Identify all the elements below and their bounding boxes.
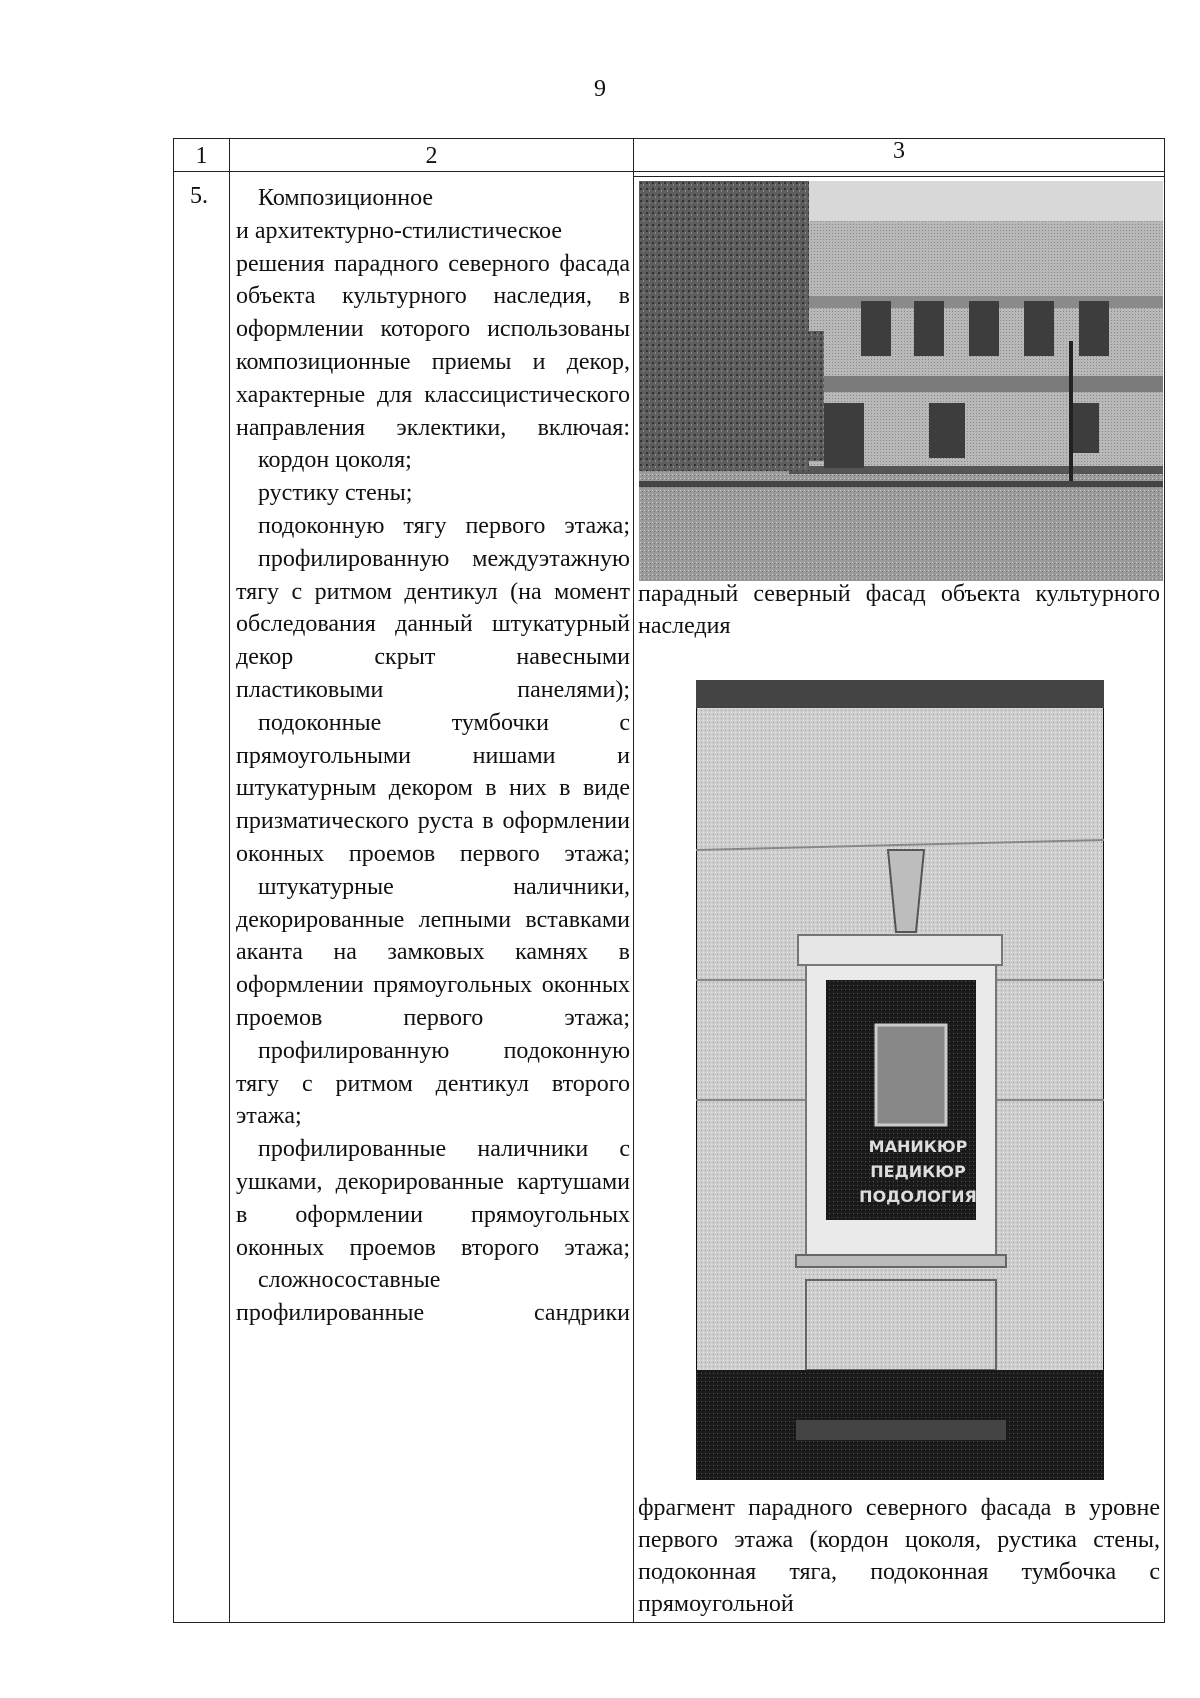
header-col-1: 1 [195, 143, 208, 169]
sign-line-2: ПЕДИКЮР [870, 1162, 966, 1181]
desc-paragraph: решения парадного северного фасада объекта культурного наследия, в оформлении которого использованы композиционные приемы и декор, характерные для классицистического направления эклектики, включая: [236, 250, 630, 441]
window-fragment-caption: фрагмент парадного северного фасада в уровне первого этажа (кордон цоколя, рустика стены, подоконная тяга, подоконная тумбочка с прямоугольной [638, 1495, 1160, 1617]
desc-item: подоконные тумбочки с прямоугольными нишами и штукатурным декором в них в виде призматического руста в оформлении оконных проемов первого этажа; [236, 709, 630, 867]
table-divider-1 [229, 138, 230, 1623]
desc-item: профилированную подоконную тягу с ритмом дентикул второго этажа; [236, 1037, 630, 1130]
desc-item: рустику стены; [258, 480, 413, 507]
sign-line-1: МАНИКЮР [868, 1137, 968, 1156]
row-description [236, 182, 630, 1330]
header-line [173, 171, 1165, 172]
header-col-3: 3 [893, 138, 905, 164]
desc-line: Композиционное [258, 185, 434, 211]
page-number: 9 [594, 76, 606, 102]
desc-item: кордон цоколя; [258, 447, 412, 474]
header-col-2: 2 [425, 143, 438, 169]
desc-item: подоконную тягу первого этажа; [258, 512, 630, 539]
facade-photo-caption: парадный северный фасад объекта культурного наследия [638, 581, 1160, 639]
table-border-bottom [173, 1622, 1165, 1623]
desc-item: профилированные наличники с ушками, декорированные картушами в оформлении прямоугольных оконных проемов второго этажа; [236, 1136, 630, 1261]
desc-item: штукатурные наличники, декорированные лепными вставками аканта на замковых камнях в оформлении прямоугольных оконных проемов первого этажа; [236, 873, 630, 1031]
table-border-left [173, 138, 174, 1623]
row-number: 5. [190, 183, 208, 209]
window-fragment-photo [696, 680, 1104, 1480]
table-divider-2 [633, 138, 634, 1623]
sign-line-3: ПОДОЛОГИЯ [859, 1187, 977, 1206]
desc-item: сложносоставные профилированные сандрики [236, 1267, 630, 1327]
facade-photo [639, 181, 1163, 581]
desc-item: профилированную междуэтажную тягу с ритмом дентикул (на момент обследования данный штукатурный декор скрыт навесными пластиковыми панелями); [236, 545, 630, 703]
header-line-col3 [633, 176, 1165, 177]
desc-line: и архитектурно-стилистическое [236, 217, 562, 244]
table-border-right [1164, 138, 1165, 1623]
